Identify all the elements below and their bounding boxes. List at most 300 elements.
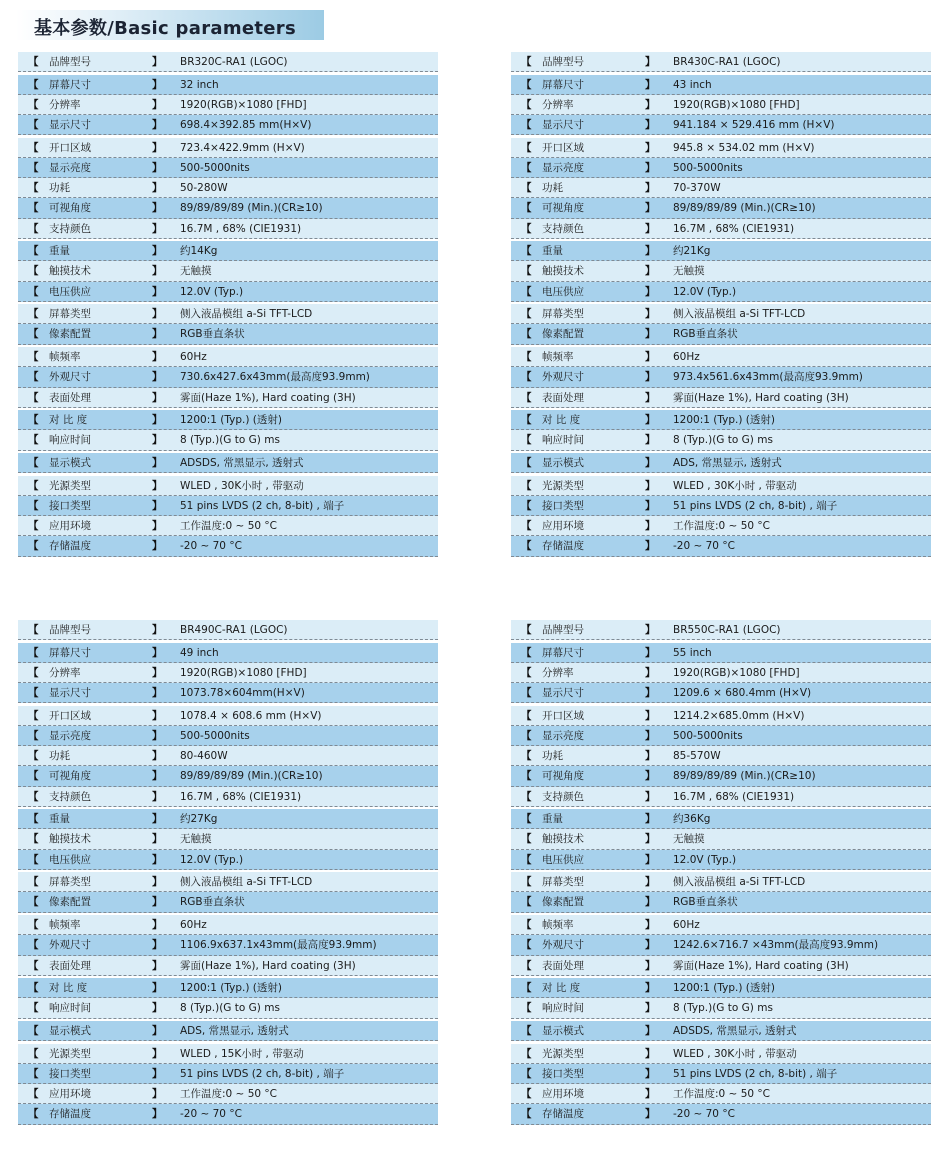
spec-row bbox=[511, 430, 931, 450]
spec-row bbox=[511, 663, 931, 683]
spec-value: WLED , 15K小时 , 带驱动 bbox=[180, 1047, 304, 1060]
spec-label: 开口区域 bbox=[49, 141, 91, 154]
spec-label: 显示模式 bbox=[49, 457, 91, 470]
spec-label: 触摸技术 bbox=[49, 265, 91, 278]
spec-value: 500-5000nits bbox=[673, 161, 743, 174]
spec-value: 60Hz bbox=[673, 919, 700, 932]
right-bracket: 】 bbox=[152, 161, 163, 174]
spec-row bbox=[511, 915, 931, 935]
right-bracket: 】 bbox=[152, 1067, 163, 1080]
right-bracket: 】 bbox=[645, 161, 656, 174]
right-bracket: 】 bbox=[152, 499, 163, 512]
left-bracket: 【 bbox=[28, 1047, 39, 1060]
spec-value: ADS, 常黑显示, 透射式 bbox=[673, 457, 782, 470]
left-bracket: 【 bbox=[28, 351, 39, 364]
left-bracket: 【 bbox=[28, 687, 39, 700]
spec-label: 电压供应 bbox=[49, 285, 91, 298]
left-bracket: 【 bbox=[521, 285, 532, 298]
spec-row bbox=[511, 219, 931, 239]
right-bracket: 】 bbox=[152, 98, 163, 111]
spec-label: 分辨率 bbox=[49, 666, 81, 679]
left-bracket: 【 bbox=[28, 202, 39, 215]
right-bracket: 】 bbox=[645, 351, 656, 364]
spec-label: 显示亮度 bbox=[542, 729, 584, 742]
right-bracket: 】 bbox=[152, 540, 163, 553]
spec-row bbox=[511, 1104, 931, 1124]
left-bracket: 【 bbox=[28, 959, 39, 972]
spec-label: 响应时间 bbox=[542, 434, 584, 447]
spec-label: 表面处理 bbox=[542, 391, 584, 404]
spec-row bbox=[511, 95, 931, 115]
spec-row bbox=[18, 915, 438, 935]
right-bracket: 】 bbox=[152, 56, 163, 68]
left-bracket: 【 bbox=[521, 161, 532, 174]
spec-row bbox=[511, 872, 931, 892]
spec-value: 51 pins LVDS (2 ch, 8-bit) , 端子 bbox=[673, 1067, 838, 1080]
left-bracket: 【 bbox=[28, 624, 39, 636]
spec-row bbox=[511, 158, 931, 178]
left-bracket: 【 bbox=[521, 520, 532, 533]
spec-value: 约14Kg bbox=[180, 245, 218, 258]
spec-row bbox=[511, 496, 931, 516]
left-bracket: 【 bbox=[521, 499, 532, 512]
spec-row bbox=[511, 766, 931, 786]
spec-value: 侧入液晶模组 a-Si TFT-LCD bbox=[673, 876, 806, 889]
spec-value: 12.0V (Typ.) bbox=[180, 285, 244, 298]
spec-label: 帧频率 bbox=[49, 351, 81, 364]
spec-label: 分辨率 bbox=[542, 666, 574, 679]
spec-label: 存储温度 bbox=[49, 540, 91, 553]
spec-panel-br430c bbox=[511, 52, 931, 557]
spec-value: 49 inch bbox=[180, 646, 219, 659]
spec-value: 500-5000nits bbox=[180, 729, 250, 742]
spec-row bbox=[511, 367, 931, 387]
spec-value: 51 pins LVDS (2 ch, 8-bit) , 端子 bbox=[180, 499, 345, 512]
spec-row bbox=[18, 496, 438, 516]
right-bracket: 】 bbox=[645, 853, 656, 866]
right-bracket: 】 bbox=[152, 265, 163, 278]
spec-row bbox=[18, 324, 438, 344]
right-bracket: 】 bbox=[645, 56, 656, 68]
spec-value: -20 ~ 70 °C bbox=[673, 540, 735, 553]
spec-label: 屏幕尺寸 bbox=[49, 78, 91, 91]
spec-label: 开口区域 bbox=[49, 709, 91, 722]
spec-value: 500-5000nits bbox=[180, 161, 250, 174]
spec-value: -20 ~ 70 °C bbox=[673, 1108, 735, 1121]
right-bracket: 】 bbox=[152, 391, 163, 404]
spec-label: 重量 bbox=[542, 813, 563, 826]
spec-label: 像素配置 bbox=[542, 896, 584, 909]
spec-row bbox=[18, 95, 438, 115]
spec-row bbox=[511, 978, 931, 998]
spec-label: 光源类型 bbox=[542, 1047, 584, 1060]
right-bracket: 】 bbox=[645, 770, 656, 783]
spec-label: 功耗 bbox=[542, 750, 563, 763]
spec-value: 1209.6 × 680.4mm (H×V) bbox=[673, 687, 812, 700]
spec-value: 12.0V (Typ.) bbox=[673, 285, 737, 298]
spec-value: RGB垂直条状 bbox=[180, 896, 245, 909]
spec-value: RGB垂直条状 bbox=[673, 896, 738, 909]
spec-row bbox=[18, 620, 438, 640]
spec-label: 电压供应 bbox=[49, 853, 91, 866]
spec-row bbox=[18, 978, 438, 998]
spec-row bbox=[18, 304, 438, 324]
spec-value: 雾面(Haze 1%), Hard coating (3H) bbox=[180, 391, 356, 404]
right-bracket: 】 bbox=[645, 833, 656, 846]
right-bracket: 】 bbox=[152, 919, 163, 932]
spec-row bbox=[511, 1064, 931, 1084]
left-bracket: 【 bbox=[28, 790, 39, 803]
spec-value: 51 pins LVDS (2 ch, 8-bit) , 端子 bbox=[180, 1067, 345, 1080]
spec-label: 对 比 度 bbox=[542, 982, 581, 995]
spec-value: 1242.6×716.7 ×43mm(最高度93.9mm) bbox=[673, 939, 879, 952]
spec-value: RGB垂直条状 bbox=[673, 328, 738, 341]
left-bracket: 【 bbox=[521, 666, 532, 679]
spec-row bbox=[18, 367, 438, 387]
left-bracket: 【 bbox=[521, 709, 532, 722]
spec-label: 显示尺寸 bbox=[49, 119, 91, 132]
spec-value: 51 pins LVDS (2 ch, 8-bit) , 端子 bbox=[673, 499, 838, 512]
left-bracket: 【 bbox=[521, 98, 532, 111]
left-bracket: 【 bbox=[28, 78, 39, 91]
spec-value: 1920(RGB)×1080 [FHD] bbox=[673, 666, 800, 679]
spec-value: 约21Kg bbox=[673, 245, 711, 258]
spec-label: 表面处理 bbox=[542, 959, 584, 972]
spec-row bbox=[18, 1104, 438, 1124]
spec-value: 工作温度:0 ~ 50 °C bbox=[673, 520, 770, 533]
right-bracket: 】 bbox=[645, 245, 656, 258]
spec-row bbox=[18, 476, 438, 496]
spec-row bbox=[511, 726, 931, 746]
spec-row bbox=[18, 1044, 438, 1064]
spec-label: 响应时间 bbox=[49, 1002, 91, 1015]
spec-row bbox=[18, 850, 438, 870]
spec-row bbox=[18, 956, 438, 976]
spec-label: 触摸技术 bbox=[542, 265, 584, 278]
spec-label: 存储温度 bbox=[49, 1108, 91, 1121]
right-bracket: 】 bbox=[152, 896, 163, 909]
spec-value: 16.7M , 68% (CIE1931) bbox=[180, 790, 302, 803]
spec-row bbox=[511, 241, 931, 261]
spec-row bbox=[511, 52, 931, 72]
spec-row bbox=[511, 809, 931, 829]
spec-row bbox=[511, 850, 931, 870]
spec-row bbox=[511, 998, 931, 1018]
spec-row bbox=[18, 706, 438, 726]
right-bracket: 】 bbox=[645, 813, 656, 826]
spec-row bbox=[18, 198, 438, 218]
spec-row bbox=[18, 410, 438, 430]
spec-value: 1200:1 (Typ.) (透射) bbox=[180, 414, 282, 427]
spec-row bbox=[511, 410, 931, 430]
spec-row bbox=[511, 643, 931, 663]
spec-row bbox=[18, 643, 438, 663]
right-bracket: 】 bbox=[152, 1108, 163, 1121]
right-bracket: 】 bbox=[645, 414, 656, 427]
right-bracket: 】 bbox=[152, 939, 163, 952]
left-bracket: 【 bbox=[521, 1067, 532, 1080]
left-bracket: 【 bbox=[521, 265, 532, 278]
spec-value: 1106.9x637.1x43mm(最高度93.9mm) bbox=[180, 939, 377, 952]
spec-label: 像素配置 bbox=[49, 896, 91, 909]
spec-value: 1073.78×604mm(H×V) bbox=[180, 687, 305, 700]
spec-label: 功耗 bbox=[49, 750, 70, 763]
spec-row bbox=[511, 115, 931, 135]
spec-label: 开口区域 bbox=[542, 141, 584, 154]
left-bracket: 【 bbox=[28, 646, 39, 659]
left-bracket: 【 bbox=[28, 56, 39, 68]
right-bracket: 】 bbox=[152, 1047, 163, 1060]
left-bracket: 【 bbox=[521, 813, 532, 826]
left-bracket: 【 bbox=[521, 434, 532, 447]
spec-value: 80-460W bbox=[180, 750, 228, 763]
left-bracket: 【 bbox=[28, 666, 39, 679]
spec-row bbox=[18, 158, 438, 178]
left-bracket: 【 bbox=[28, 308, 39, 321]
spec-value: 60Hz bbox=[673, 351, 700, 364]
spec-label: 显示亮度 bbox=[49, 729, 91, 742]
right-bracket: 】 bbox=[645, 265, 656, 278]
spec-value: 无触摸 bbox=[673, 833, 705, 846]
spec-value: 8 (Typ.)(G to G) ms bbox=[673, 1002, 773, 1015]
left-bracket: 【 bbox=[521, 853, 532, 866]
spec-label: 显示尺寸 bbox=[49, 687, 91, 700]
spec-label: 像素配置 bbox=[542, 328, 584, 341]
spec-row bbox=[18, 347, 438, 367]
right-bracket: 】 bbox=[645, 371, 656, 384]
spec-label: 屏幕类型 bbox=[49, 308, 91, 321]
spec-label: 屏幕类型 bbox=[542, 308, 584, 321]
right-bracket: 】 bbox=[645, 624, 656, 636]
left-bracket: 【 bbox=[28, 750, 39, 763]
right-bracket: 】 bbox=[645, 982, 656, 995]
spec-label: 显示亮度 bbox=[542, 161, 584, 174]
spec-row bbox=[511, 683, 931, 703]
right-bracket: 】 bbox=[152, 351, 163, 364]
spec-value: 16.7M , 68% (CIE1931) bbox=[180, 222, 302, 235]
spec-row bbox=[18, 241, 438, 261]
spec-value: 8 (Typ.)(G to G) ms bbox=[673, 434, 773, 447]
spec-row bbox=[18, 282, 438, 302]
spec-row bbox=[511, 178, 931, 198]
spec-label: 品牌型号 bbox=[49, 624, 91, 636]
spec-row bbox=[18, 663, 438, 683]
spec-label: 帧频率 bbox=[542, 919, 574, 932]
spec-panel-br550c bbox=[511, 620, 931, 1125]
right-bracket: 】 bbox=[152, 119, 163, 132]
left-bracket: 【 bbox=[28, 896, 39, 909]
spec-value: ADS, 常黑显示, 透射式 bbox=[180, 1025, 289, 1038]
right-bracket: 】 bbox=[645, 285, 656, 298]
left-bracket: 【 bbox=[521, 1025, 532, 1038]
spec-value: 无触摸 bbox=[180, 265, 212, 278]
right-bracket: 】 bbox=[152, 1025, 163, 1038]
spec-label: 表面处理 bbox=[49, 959, 91, 972]
spec-value: BR550C-RA1 (LGOC) bbox=[673, 624, 781, 636]
right-bracket: 】 bbox=[152, 959, 163, 972]
spec-value: 55 inch bbox=[673, 646, 712, 659]
spec-row bbox=[18, 829, 438, 849]
spec-label: 外观尺寸 bbox=[542, 939, 584, 952]
spec-label: 重量 bbox=[49, 813, 70, 826]
left-bracket: 【 bbox=[521, 959, 532, 972]
left-bracket: 【 bbox=[28, 1067, 39, 1080]
spec-row bbox=[511, 536, 931, 556]
right-bracket: 】 bbox=[152, 202, 163, 215]
spec-value: 43 inch bbox=[673, 78, 712, 91]
right-bracket: 】 bbox=[152, 770, 163, 783]
right-bracket: 】 bbox=[152, 876, 163, 889]
spec-label: 可视角度 bbox=[542, 202, 584, 215]
spec-row bbox=[18, 388, 438, 408]
spec-label: 接口类型 bbox=[542, 499, 584, 512]
right-bracket: 】 bbox=[645, 750, 656, 763]
spec-row bbox=[18, 746, 438, 766]
right-bracket: 】 bbox=[152, 222, 163, 235]
spec-value: 89/89/89/89 (Min.)(CR≥10) bbox=[180, 770, 323, 783]
right-bracket: 】 bbox=[645, 119, 656, 132]
spec-row bbox=[18, 536, 438, 556]
left-bracket: 【 bbox=[521, 982, 532, 995]
spec-value: 工作温度:0 ~ 50 °C bbox=[673, 1088, 770, 1101]
page-title: 基本参数/Basic parameters bbox=[34, 18, 296, 39]
spec-row bbox=[18, 52, 438, 72]
spec-row bbox=[18, 935, 438, 955]
left-bracket: 【 bbox=[521, 391, 532, 404]
spec-row bbox=[18, 453, 438, 473]
left-bracket: 【 bbox=[521, 624, 532, 636]
spec-label: 接口类型 bbox=[49, 499, 91, 512]
spec-label: 触摸技术 bbox=[49, 833, 91, 846]
spec-label: 接口类型 bbox=[542, 1067, 584, 1080]
spec-value: 50-280W bbox=[180, 182, 228, 195]
left-bracket: 【 bbox=[28, 520, 39, 533]
spec-row bbox=[511, 1021, 931, 1041]
spec-row bbox=[511, 388, 931, 408]
spec-row bbox=[511, 1084, 931, 1104]
spec-value: 723.4×422.9mm (H×V) bbox=[180, 141, 305, 154]
left-bracket: 【 bbox=[521, 479, 532, 492]
spec-value: 60Hz bbox=[180, 351, 207, 364]
left-bracket: 【 bbox=[28, 939, 39, 952]
spec-label: 外观尺寸 bbox=[542, 371, 584, 384]
right-bracket: 】 bbox=[152, 750, 163, 763]
left-bracket: 【 bbox=[521, 646, 532, 659]
spec-row bbox=[18, 872, 438, 892]
left-bracket: 【 bbox=[521, 1088, 532, 1101]
right-bracket: 】 bbox=[645, 1047, 656, 1060]
spec-value: 698.4×392.85 mm(H×V) bbox=[180, 119, 312, 132]
spec-row bbox=[18, 178, 438, 198]
spec-label: 电压供应 bbox=[542, 285, 584, 298]
spec-label: 支持颜色 bbox=[49, 790, 91, 803]
right-bracket: 】 bbox=[152, 328, 163, 341]
spec-label: 可视角度 bbox=[542, 770, 584, 783]
spec-label: 应用环境 bbox=[542, 520, 584, 533]
spec-value: WLED , 30K小时 , 带驱动 bbox=[673, 1047, 797, 1060]
spec-row bbox=[18, 998, 438, 1018]
right-bracket: 】 bbox=[645, 709, 656, 722]
spec-row bbox=[18, 683, 438, 703]
spec-value: 约36Kg bbox=[673, 813, 711, 826]
spec-value: 1200:1 (Typ.) (透射) bbox=[180, 982, 282, 995]
spec-row bbox=[511, 476, 931, 496]
left-bracket: 【 bbox=[28, 833, 39, 846]
left-bracket: 【 bbox=[28, 161, 39, 174]
right-bracket: 】 bbox=[645, 1067, 656, 1080]
spec-label: 像素配置 bbox=[49, 328, 91, 341]
spec-row bbox=[18, 1064, 438, 1084]
spec-value: 工作温度:0 ~ 50 °C bbox=[180, 520, 277, 533]
spec-row bbox=[18, 1084, 438, 1104]
left-bracket: 【 bbox=[521, 351, 532, 364]
left-bracket: 【 bbox=[521, 540, 532, 553]
right-bracket: 】 bbox=[152, 182, 163, 195]
left-bracket: 【 bbox=[521, 371, 532, 384]
right-bracket: 】 bbox=[645, 1108, 656, 1121]
spec-row bbox=[511, 282, 931, 302]
right-bracket: 】 bbox=[645, 182, 656, 195]
spec-row bbox=[511, 261, 931, 281]
left-bracket: 【 bbox=[28, 479, 39, 492]
spec-value: BR490C-RA1 (LGOC) bbox=[180, 624, 288, 636]
left-bracket: 【 bbox=[521, 182, 532, 195]
spec-row bbox=[18, 219, 438, 239]
right-bracket: 】 bbox=[645, 141, 656, 154]
spec-label: 屏幕尺寸 bbox=[542, 646, 584, 659]
right-bracket: 】 bbox=[152, 790, 163, 803]
right-bracket: 】 bbox=[152, 646, 163, 659]
right-bracket: 】 bbox=[645, 391, 656, 404]
spec-row bbox=[511, 75, 931, 95]
left-bracket: 【 bbox=[521, 919, 532, 932]
spec-row bbox=[18, 892, 438, 912]
spec-value: 60Hz bbox=[180, 919, 207, 932]
spec-value: -20 ~ 70 °C bbox=[180, 1108, 242, 1121]
spec-value: 雾面(Haze 1%), Hard coating (3H) bbox=[180, 959, 356, 972]
left-bracket: 【 bbox=[28, 98, 39, 111]
spec-label: 应用环境 bbox=[542, 1088, 584, 1101]
left-bracket: 【 bbox=[521, 729, 532, 742]
spec-row bbox=[18, 809, 438, 829]
spec-value: 8 (Typ.)(G to G) ms bbox=[180, 1002, 280, 1015]
spec-value: 89/89/89/89 (Min.)(CR≥10) bbox=[180, 202, 323, 215]
spec-row bbox=[18, 726, 438, 746]
right-bracket: 】 bbox=[645, 646, 656, 659]
right-bracket: 】 bbox=[152, 245, 163, 258]
spec-row bbox=[511, 746, 931, 766]
left-bracket: 【 bbox=[521, 119, 532, 132]
spec-label: 重量 bbox=[49, 245, 70, 258]
spec-panel-br320c bbox=[18, 52, 438, 557]
spec-row bbox=[511, 829, 931, 849]
right-bracket: 】 bbox=[645, 1002, 656, 1015]
spec-row bbox=[511, 620, 931, 640]
left-bracket: 【 bbox=[28, 1108, 39, 1121]
right-bracket: 】 bbox=[645, 790, 656, 803]
right-bracket: 】 bbox=[152, 457, 163, 470]
right-bracket: 】 bbox=[152, 78, 163, 91]
spec-value: BR430C-RA1 (LGOC) bbox=[673, 56, 781, 68]
spec-label: 显示尺寸 bbox=[542, 119, 584, 132]
spec-value: ADSDS, 常黑显示, 透射式 bbox=[180, 457, 304, 470]
spec-label: 功耗 bbox=[49, 182, 70, 195]
left-bracket: 【 bbox=[521, 1108, 532, 1121]
right-bracket: 】 bbox=[152, 729, 163, 742]
right-bracket: 】 bbox=[645, 457, 656, 470]
left-bracket: 【 bbox=[521, 790, 532, 803]
right-bracket: 】 bbox=[152, 666, 163, 679]
